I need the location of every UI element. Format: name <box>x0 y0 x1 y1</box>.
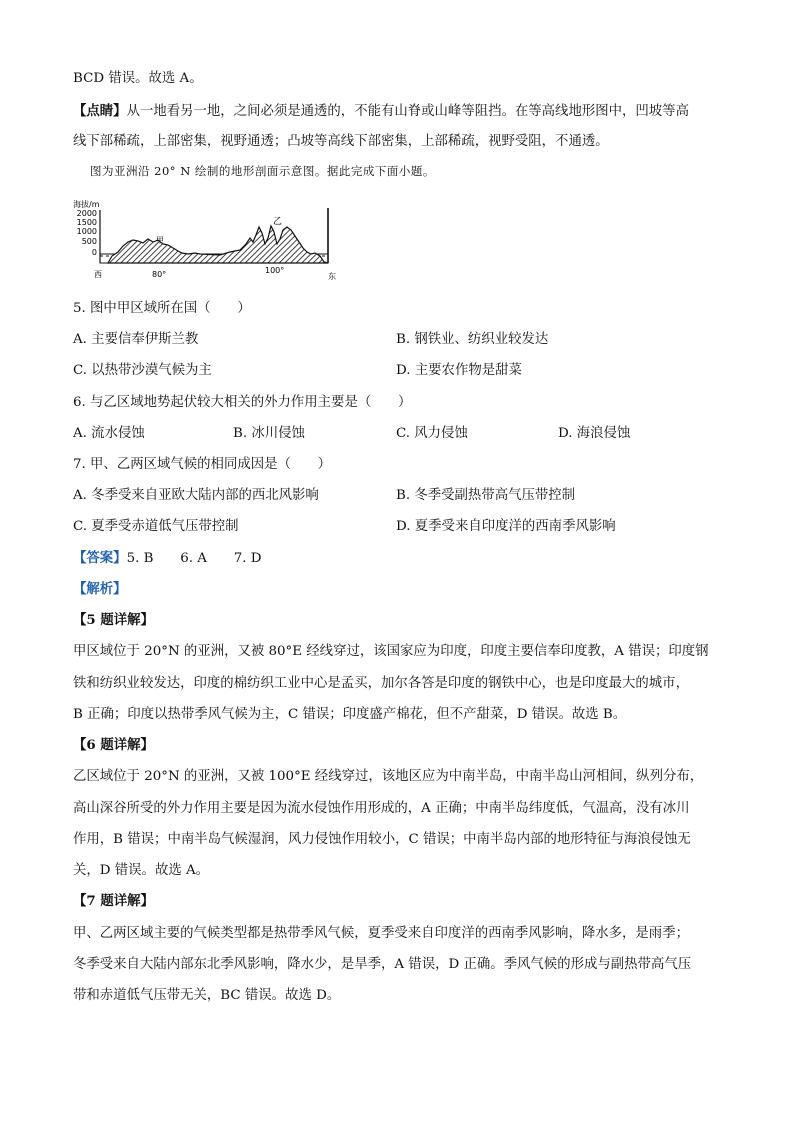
q6-detail-line-2: 高山深谷所受的外力作用主要是因为流水侵蚀作用形成的，A 正确；中南半岛纬度低，气温高，没有冰川 <box>73 801 690 816</box>
tip-text-1: 从一地看另一地，之间必须是通透的，不能有山脊或山峰等阻挡。在等高线地形图中，凹坡等高 <box>126 104 689 119</box>
label-east: 东 <box>328 272 336 281</box>
analysis-tag: 【解析】 <box>73 581 127 597</box>
label-lon-80: 80° <box>152 270 167 279</box>
q5-detail-line-3: B 正确；印度以热带季风气候为主，C 错误；印度盛产棉花，但不产甜菜，D 错误。故选 B。 <box>73 707 627 722</box>
q7-option-b: B. 冬季受副热带高气压带控制 <box>396 488 576 503</box>
y-axis-title: 海拔/m <box>73 200 100 209</box>
q7-option-c: C. 夏季受赤道低气压带控制 <box>73 519 239 534</box>
question-7-stem: 7. 甲、乙两区域气候的相同成因是（ ） <box>73 457 332 472</box>
q7-detail-line-1: 甲、乙两区域主要的气候类型都是热带季风气候，夏季受来自印度洋的西南季风影响，降水多，是雨季； <box>73 926 689 941</box>
q7-detail-line-2: 冬季受来自大陆内部东北季风影响，降水少，是旱季，A 错误，D 正确。季风气候的形成与副热带高气压 <box>73 957 692 972</box>
y-tick-2000: 2000 <box>76 209 97 218</box>
q6-detail-line-1: 乙区域位于 20°N 的亚洲，又被 100°E 经线穿过，该地区应为中南半岛，中南半岛山河相间，纵列分布， <box>73 769 704 784</box>
y-tick-1500: 1500 <box>76 218 97 227</box>
tip-tag: 【点睛】 <box>73 103 127 119</box>
q7-detail-line-3: 带和赤道低气压带无关，BC 错误。故选 D。 <box>73 988 341 1003</box>
q5-detail-tag: 【5 题详解】 <box>73 612 154 628</box>
label-west: 西 <box>94 270 102 279</box>
q5-option-a: A. 主要信奉伊斯兰教 <box>73 332 199 347</box>
q6-detail-line-3: 作用，B 错误；中南半岛气候湿润，风力侵蚀作用较小，C 错误；中南半岛内部的地形特征与海浪侵蚀无 <box>73 832 691 847</box>
q7-option-d: D. 夏季受来自印度洋的西南季风影响 <box>396 519 616 534</box>
answer-text: 5. B 6. A 7. D <box>126 551 262 566</box>
q7-detail-tag: 【7 题详解】 <box>73 893 154 909</box>
label-yi: 乙 <box>273 217 283 227</box>
q5-detail-line-1: 甲区域位于 20°N 的亚洲，又被 80°E 经线穿过，该国家应为印度，印度主要信奉印度教，A 错误；印度钢 <box>73 644 709 659</box>
tip-paragraph-line-1 <box>73 100 689 119</box>
y-tick-1000: 1000 <box>76 227 97 236</box>
label-lon-100: 100° <box>265 266 285 275</box>
question-6-stem: 6. 与乙区域地势起伏较大相关的外力作用主要是（ ） <box>73 395 412 410</box>
q6-detail-tag: 【6 题详解】 <box>73 737 154 753</box>
q6-option-a: A. 流水侵蚀 <box>73 426 145 441</box>
answer-line <box>73 547 261 566</box>
y-tick-0: 0 <box>91 248 97 257</box>
q6-detail-line-4: 关，D 错误。故选 A。 <box>73 863 210 878</box>
previous-answer-tail: BCD 错误。故选 A。 <box>73 71 203 86</box>
q5-option-b: B. 钢铁业、纺织业较发达 <box>396 332 549 347</box>
terrain-profile-figure <box>70 200 335 282</box>
q7-option-a: A. 冬季受来自亚欧大陆内部的西北风影响 <box>73 488 319 503</box>
tip-paragraph-line-2: 线下部稀疏，上部密集，视野通透；凸坡等高线下部密集，上部稀疏，视野受阻，不通透。 <box>73 134 609 149</box>
figure-caption: 图为亚洲沿 20° N 绘制的地形剖面示意图。据此完成下面小题。 <box>90 164 435 178</box>
q6-option-d: D. 海浪侵蚀 <box>558 426 631 441</box>
label-jia: 甲 <box>156 236 164 245</box>
q5-detail-line-2: 铁和纺织业较发达，印度的棉纺织工业中心是孟买，加尔各答是印度的钢铁中心，也是印度最大的城市， <box>73 676 689 691</box>
q6-option-b: B. 冰川侵蚀 <box>233 426 305 441</box>
terrain-profile <box>108 226 328 263</box>
question-5-stem: 5. 图中甲区域所在国（ ） <box>73 301 251 316</box>
q6-option-c: C. 风力侵蚀 <box>396 426 468 441</box>
q5-option-d: D. 主要农作物是甜菜 <box>396 363 522 378</box>
q5-option-c: C. 以热带沙漠气候为主 <box>73 363 212 378</box>
answer-tag: 【答案】 <box>73 550 127 566</box>
y-tick-500: 500 <box>81 237 97 246</box>
